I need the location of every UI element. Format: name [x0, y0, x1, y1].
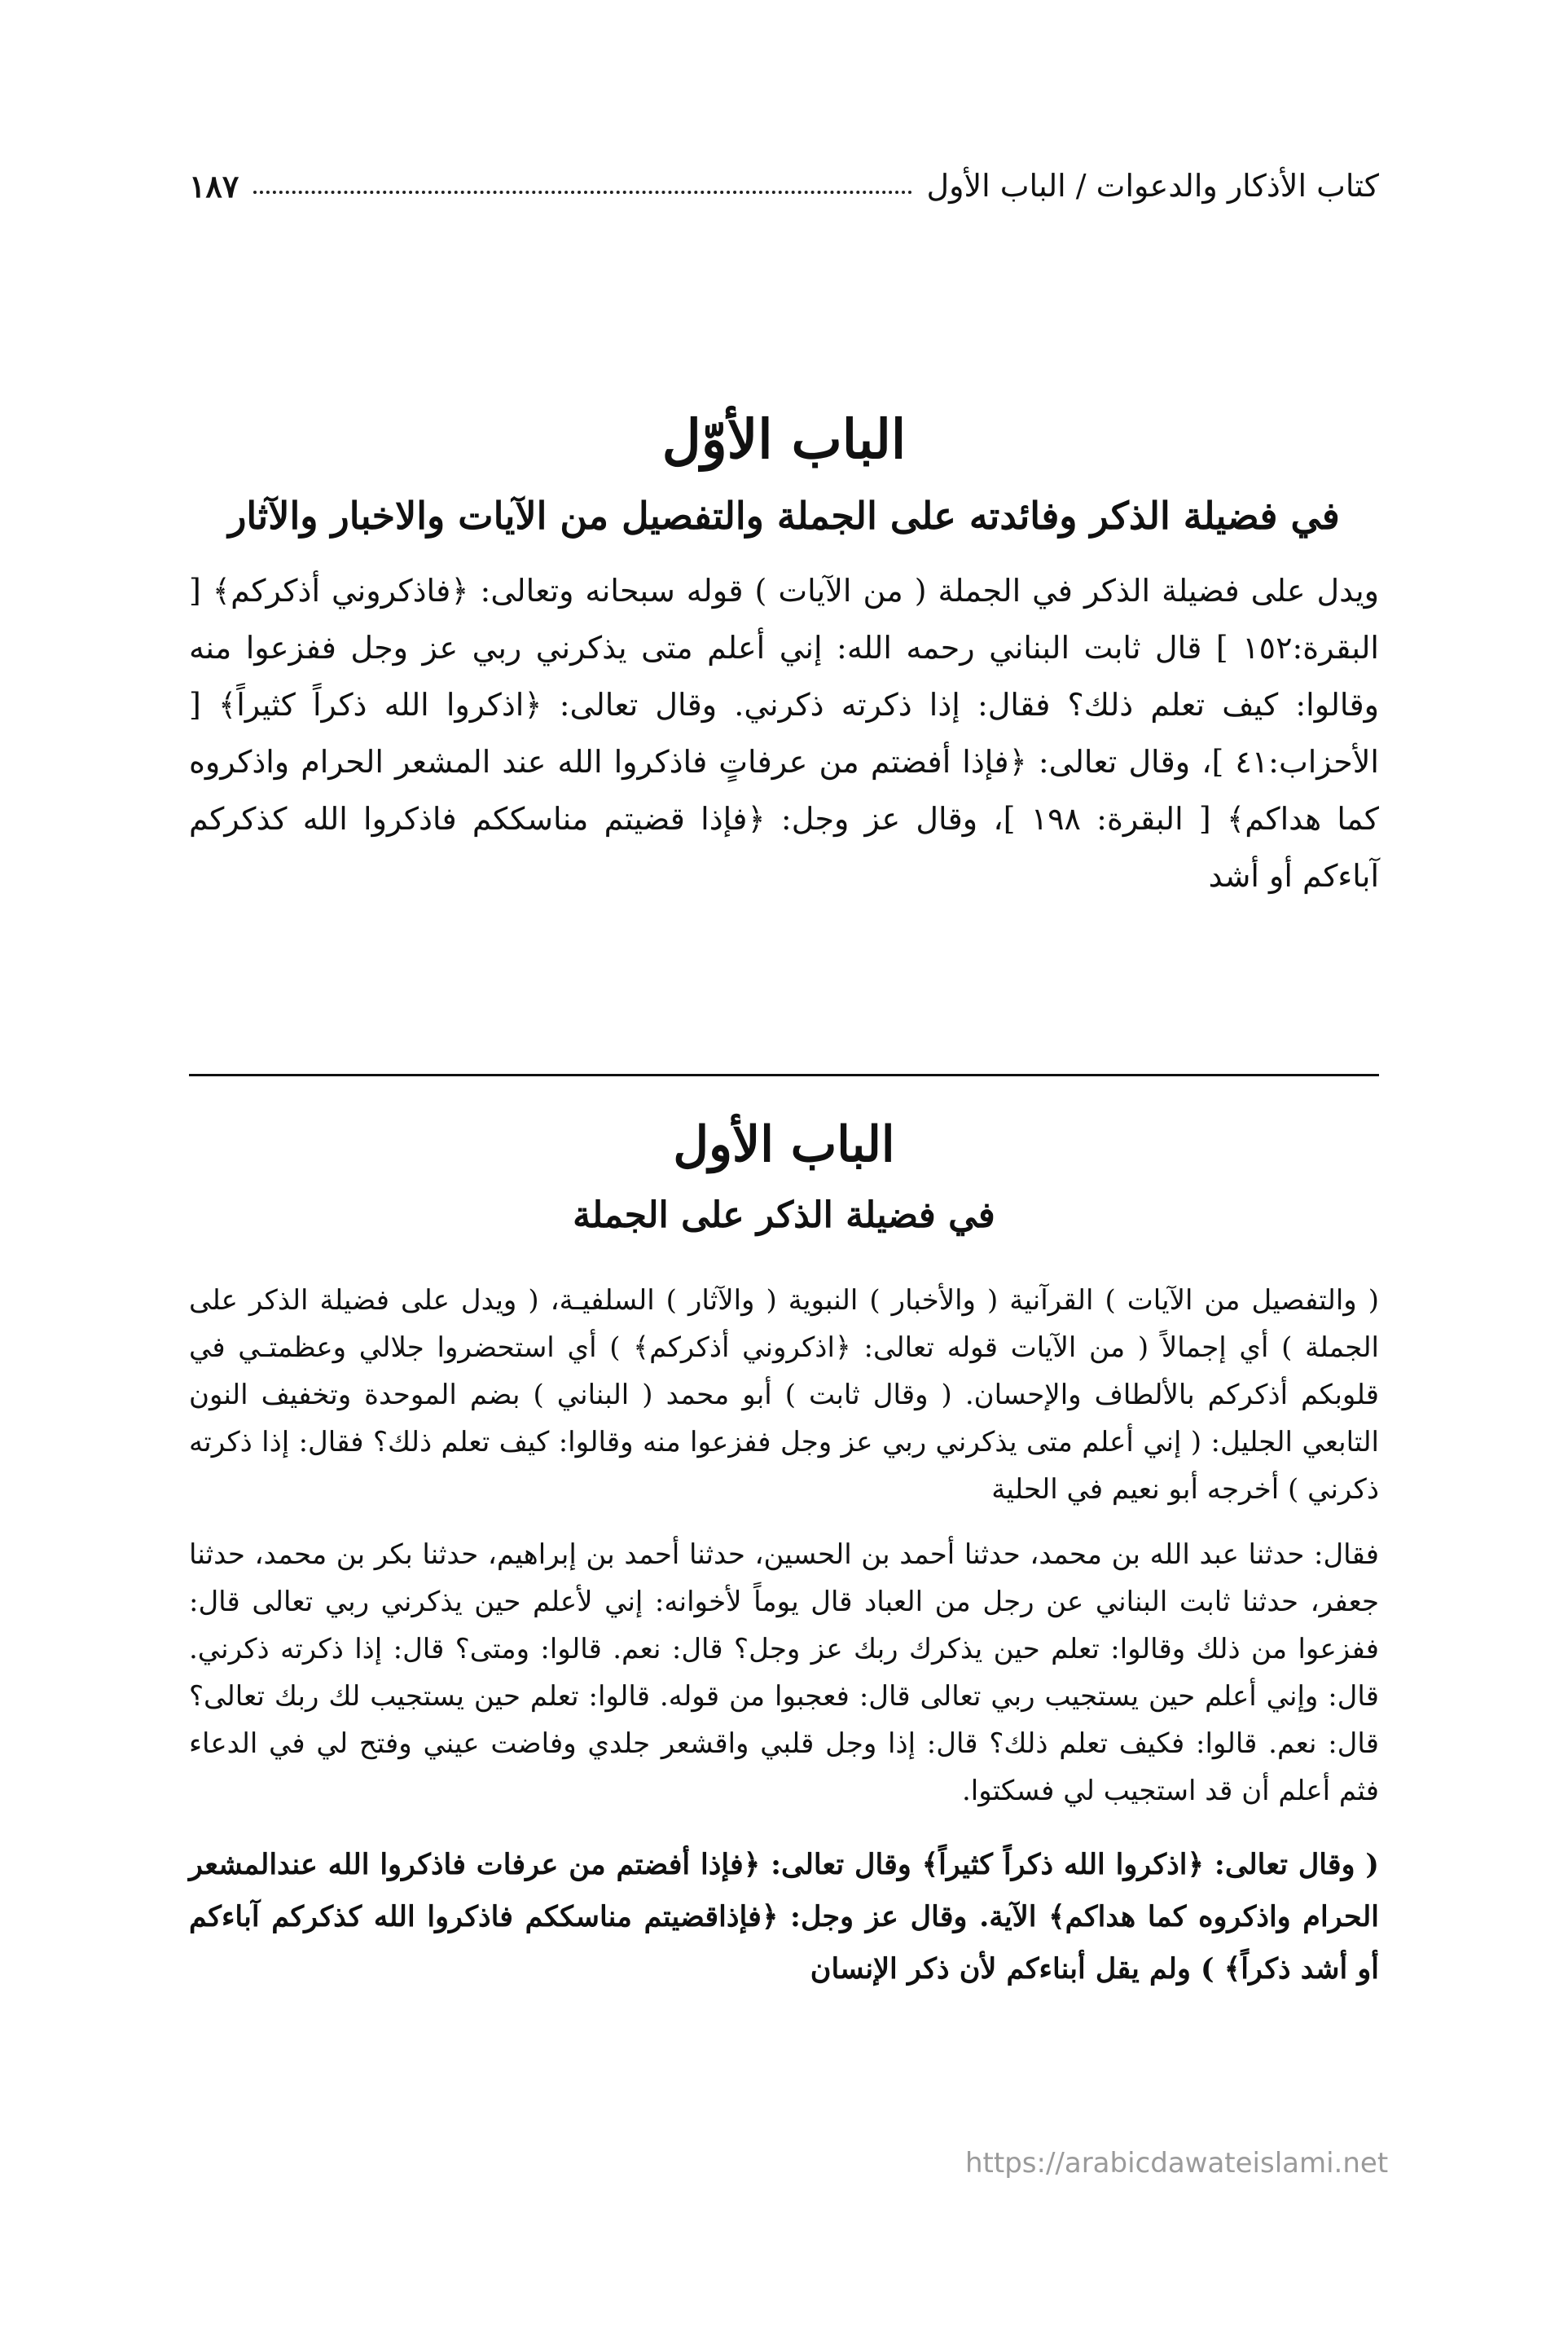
matn-paragraph: ويدل على فضيلة الذكر في الجملة ( من الآيات ) قوله سبحانه وتعالى: ﴿فاذكروني أذكركم﴾ [ البقرة:١٥٢ ] قال ثابت البناني رحمه الله: إني أعلم متى يذكرني ربي عز وجل ففزعوا منه وقالوا: كيف تعلم ذلك؟ فقال: إذا ذكرته ذكرني. وقال تعالى: ﴿اذكروا الله ذكراً كثيراً﴾ [ الأحزاب:٤١ ]، وقال تعالى: ﴿فإذا أفضتم من عرفاتٍ فاذكروا الله عند المشعر الحرام واذكروه كما هداكم﴾ [ البقرة: ١٩٨ ]، وقال عز وجل: ﴿فإذا قضيتم مناسككم فاذكروا الله كذكركم آباءكم أو أشد — [189, 573, 1379, 894]
sharh-chapter-subtitle: في فضيلة الذكر على الجملة — [573, 1194, 995, 1236]
running-header — [189, 156, 1379, 215]
matn-section — [189, 407, 1379, 904]
leader-dots — [253, 191, 911, 194]
sharh-hadith-quote: فقال: حدثنا عبد الله بن محمد، حدثنا أحمد بن الحسين، حدثنا أحمد بن إبراهيم، حدثنا بكر بن محمد، حدثنا جعفر، حدثنا ثابت البناني عن رجل من العباد قال يوماً لأخوانه: إني لأعلم حين يذكرني ربي تعالى قال: ففزعوا من ذلك وقالوا: تعلم حين يذكرك ربك عز وجل؟ قال: نعم. قالوا: ومتى؟ قال: إذا ذكرته ذكرني. قال: وإني أعلم حين يستجيب ربي تعالى قال: فعجبوا من قوله. قالوا: تعلم حين يستجيب لك ربك تعالى؟ قال: نعم. قالوا: فكيف تعلم ذلك؟ قال: إذا وجل قلبي واقشعر جلدي وفاضت عيني وفتح لي في الدعاء فثم أعلم أن قد استجيب لي فسكتوا. — [189, 1538, 1379, 1807]
matn-chapter-title: الباب الأوّل — [661, 407, 907, 471]
sharh-section — [189, 1116, 1379, 1995]
running-header-title: كتاب الأذكار والدعوات / الباب الأول — [926, 168, 1379, 204]
sharh-paragraph-1: ( والتفصيل من الآيات ) القرآنية ( والأخبار ) النبوية ( والآثار ) السلفيـة، ( ويدل على فضيلة الذكر على الجملة ) أي إجمالاً ( من الآيات قوله تعالى: ﴿اذكروني أذكركم﴾ ) أي استحضروا جلالي وعظمتـي في قلوبكم أذكركم بالألطاف والإحسان. ( وقال ثابت ) أبو محمد ( البناني ) بضم الموحدة وتخفيف النون التابعي الجليل: ( إني أعلم متى يذكرني ربي عز وجل ففزعوا منه وقالوا: كيف تعلم ذلك؟ فقال: إذا ذكرته ذكرني ) أخرجه أبو نعيم في الحلية — [189, 1284, 1379, 1506]
section-divider — [189, 1074, 1379, 1076]
watermark-url: https://arabicdawateislami.net — [965, 2147, 1389, 2180]
sharh-chapter-title: الباب الأول — [673, 1116, 895, 1173]
matn-chapter-subtitle: في فضيلة الذكر وفائدته على الجملة والتفصيل من الآيات والاخبار والآثار — [228, 494, 1340, 538]
page-number: ١٨٧ — [189, 167, 239, 205]
sharh-paragraph-2: ( وقال تعالى: ﴿اذكروا الله ذكراً كثيراً﴾ وقال تعالى: ﴿فإذا أفضتم من عرفات فاذكروا الله عندالمشعر الحرام واذكروه كما هداكم﴾ الآية. وقال عز وجل: ﴿فإذاقضيتم مناسككم فاذكروا الله كذكركم آباءكم أو أشد ذكراً﴾ ) ولم يقل أبناءكم لأن ذكر الإنسان — [189, 1848, 1379, 1986]
